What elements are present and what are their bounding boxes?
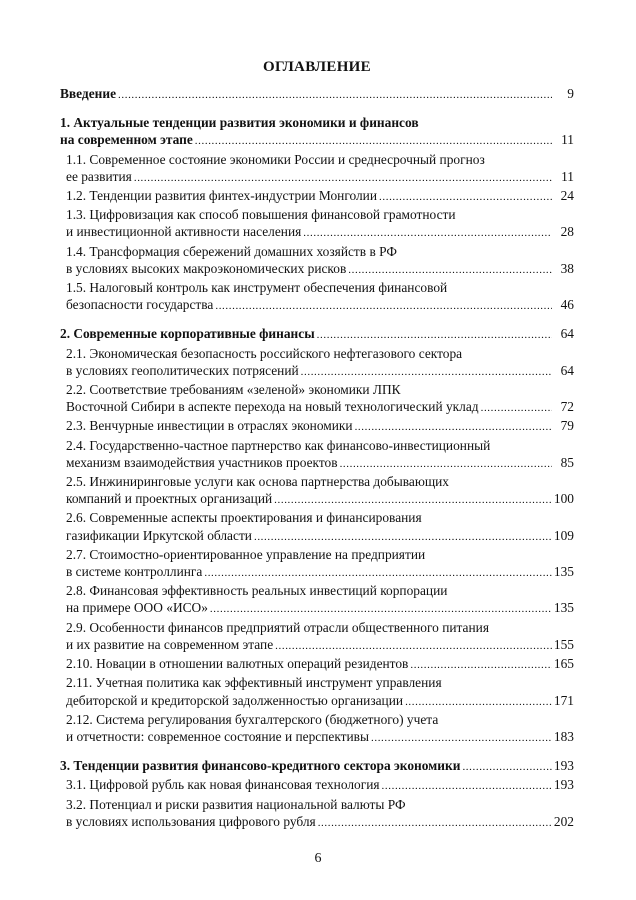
toc-entry-text: и инвестиционной активности населения xyxy=(66,224,302,240)
toc-subsection-entry[interactable] xyxy=(60,345,574,381)
toc-entry-text: и их развитие на современном этапе xyxy=(66,636,274,652)
toc-page-number: 135 xyxy=(553,564,574,580)
toc-entry-text: 2.7. Стоимостно-ориентированное управление на предприятии xyxy=(66,546,426,562)
toc-subsection-entry[interactable] xyxy=(60,546,574,582)
toc-subsection-entry[interactable] xyxy=(60,582,574,618)
toc-subsection-entry[interactable] xyxy=(60,711,574,747)
toc-entry-text: 2.12. Система регулирования бухгалтерского (бюджетного) учета xyxy=(66,711,439,727)
toc-page-number: 135 xyxy=(553,600,574,616)
toc-page-number: 46 xyxy=(560,297,574,313)
dot-leader xyxy=(210,601,552,618)
toc-entry-text: механизм взаимодействия участников проектов xyxy=(66,454,338,470)
toc-page-number: 193 xyxy=(553,758,574,774)
dot-leader xyxy=(405,694,552,711)
toc-entry-text: 2.8. Финансовая эффективность реальных инвестиций корпорации xyxy=(66,583,448,599)
dot-leader xyxy=(382,778,552,795)
dot-leader xyxy=(410,657,552,674)
dot-leader xyxy=(275,638,552,655)
dot-leader xyxy=(303,225,552,242)
toc-page-number: 202 xyxy=(553,813,574,829)
toc-page-number: 11 xyxy=(561,132,574,148)
toc-page-number: 64 xyxy=(560,326,574,342)
dot-leader xyxy=(254,529,552,546)
toc-entry-text: Введение xyxy=(60,86,117,101)
dot-leader xyxy=(317,327,552,344)
toc-entry-text: Восточной Сибири в аспекте перехода на новый технологический уклад xyxy=(66,399,479,415)
toc-entry-text: 1. Актуальные тенденции развития экономики и финансов xyxy=(60,115,419,131)
toc-entry-text: компаний и проектных организаций xyxy=(66,491,273,507)
toc-entry-text: в условиях геополитических потрясений xyxy=(66,362,299,378)
toc-entry-text: и отчетности: современное состояние и перспективы xyxy=(66,728,369,744)
toc-page-number: 9 xyxy=(567,86,574,101)
dot-leader xyxy=(301,364,552,381)
section-gap xyxy=(60,315,574,325)
toc-section-entry[interactable] xyxy=(60,325,574,344)
toc-entry-text: в условиях использования цифрового рубля xyxy=(66,813,316,829)
toc-entry-text: 2.11. Учетная политика как эффективный инструмент управления xyxy=(66,675,442,691)
toc-page-number: 24 xyxy=(560,188,574,204)
dot-leader xyxy=(318,815,552,832)
toc-page-number: 79 xyxy=(560,418,574,434)
toc-list xyxy=(60,85,574,832)
toc-entry-text: на современном этапе xyxy=(60,132,193,148)
toc-section-entry[interactable] xyxy=(60,85,574,104)
toc-subsection-entry[interactable] xyxy=(60,473,574,509)
toc-page-number: 11 xyxy=(561,168,574,184)
toc-entry-text: 3. Тенденции развития финансово-кредитного сектора экономики xyxy=(60,758,461,774)
toc-page-number: 193 xyxy=(553,777,574,793)
toc-page xyxy=(60,58,574,832)
toc-entry-text: 1.2. Тенденции развития финтех-индустрии Монголии xyxy=(66,188,378,204)
dot-leader xyxy=(195,133,552,150)
toc-entry-text: 2.4. Государственно-частное партнерство как финансово-инвестиционный xyxy=(66,437,491,453)
toc-subsection-entry[interactable] xyxy=(60,279,574,315)
toc-subsection-entry[interactable] xyxy=(60,206,574,242)
toc-entry-text: 2. Современные корпоративные финансы xyxy=(60,326,315,342)
dot-leader xyxy=(340,456,552,473)
toc-entry-text: в системе контроллинга xyxy=(66,564,203,580)
toc-entry-text: безопасности государства xyxy=(66,297,214,313)
toc-subsection-entry[interactable] xyxy=(60,619,574,655)
toc-page-number: 85 xyxy=(560,454,574,470)
dot-leader xyxy=(274,492,552,509)
toc-entry-text: в условиях высоких макроэкономических рисков xyxy=(66,260,347,276)
toc-page-number: 64 xyxy=(560,362,574,378)
toc-page-number: 155 xyxy=(553,636,574,652)
toc-page-number: 165 xyxy=(553,656,574,672)
toc-page-number: 38 xyxy=(560,260,574,276)
toc-subsection-entry[interactable] xyxy=(60,776,574,795)
toc-entry-text: на примере ООО «ИСО» xyxy=(66,600,208,616)
dot-leader xyxy=(118,87,552,104)
toc-subsection-entry[interactable] xyxy=(60,437,574,473)
section-gap xyxy=(60,747,574,757)
toc-subsection-entry[interactable] xyxy=(60,417,574,436)
dot-leader xyxy=(481,400,552,417)
toc-subsection-entry[interactable] xyxy=(60,381,574,417)
toc-page-number: 183 xyxy=(553,728,574,744)
dot-leader xyxy=(348,262,552,279)
toc-entry-text: 1.4. Трансформация сбережений домашних хозяйств в РФ xyxy=(66,243,397,259)
toc-title: ОГЛАВЛЕНИЕ xyxy=(263,59,371,75)
toc-entry-text: 2.3. Венчурные инвестиции в отраслях экономики xyxy=(66,418,353,434)
section-gap xyxy=(60,104,574,114)
dot-leader xyxy=(371,730,552,747)
toc-page-number: 171 xyxy=(553,692,574,708)
dot-leader xyxy=(215,298,552,315)
toc-section-entry[interactable] xyxy=(60,757,574,776)
toc-entry-text: дебиторской и кредиторской задолженностью организации xyxy=(66,692,404,708)
toc-subsection-entry[interactable] xyxy=(60,655,574,674)
toc-subsection-entry[interactable] xyxy=(60,674,574,710)
toc-entry-text: 2.1. Экономическая безопасность российского нефтегазового сектора xyxy=(66,345,463,361)
toc-page-number: 100 xyxy=(553,491,574,507)
dot-leader xyxy=(379,189,552,206)
toc-page-number: 109 xyxy=(553,527,574,543)
toc-page-number: 72 xyxy=(560,399,574,415)
dot-leader xyxy=(134,170,552,187)
dot-leader xyxy=(462,759,551,776)
toc-page-number: 28 xyxy=(560,224,574,240)
toc-entry-text: 2.5. Инжиниринговые услуги как основа партнерства добывающих xyxy=(66,474,450,490)
toc-entry-text: 2.9. Особенности финансов предприятий отрасли общественного питания xyxy=(66,619,489,635)
toc-entry-text: 2.6. Современные аспекты проектирования и финансирования xyxy=(66,510,422,526)
toc-entry-text: ее развития xyxy=(66,168,132,184)
toc-entry-text: 2.2. Соответствие требованиям «зеленой» экономики ЛПК xyxy=(66,382,401,398)
toc-entry-text: газификации Иркутской области xyxy=(66,527,252,543)
toc-entry-text: 2.10. Новации в отношении валютных операций резидентов xyxy=(66,656,409,672)
toc-entry-text: 3.2. Потенциал и риски развития национальной валюты РФ xyxy=(66,796,406,812)
toc-entry-text: 1.5. Налоговый контроль как инструмент обеспечения финансовой xyxy=(66,280,448,296)
toc-subsection-entry[interactable] xyxy=(60,796,574,832)
toc-subsection-entry[interactable] xyxy=(60,243,574,279)
dot-leader xyxy=(204,565,552,582)
toc-entry-text: 1.3. Цифровизация как способ повышения финансовой грамотности xyxy=(66,207,456,223)
dot-leader xyxy=(355,419,552,436)
toc-subsection-entry[interactable] xyxy=(60,509,574,545)
page-number: 6 xyxy=(314,851,322,866)
toc-subsection-entry[interactable] xyxy=(60,187,574,206)
toc-entry-text: 1.1. Современное состояние экономики России и среднесрочный прогноз xyxy=(66,151,485,167)
toc-entry-text: 3.1. Цифровой рубль как новая финансовая технология xyxy=(66,777,380,793)
toc-subsection-entry[interactable] xyxy=(60,151,574,187)
toc-section-entry[interactable] xyxy=(60,114,574,150)
